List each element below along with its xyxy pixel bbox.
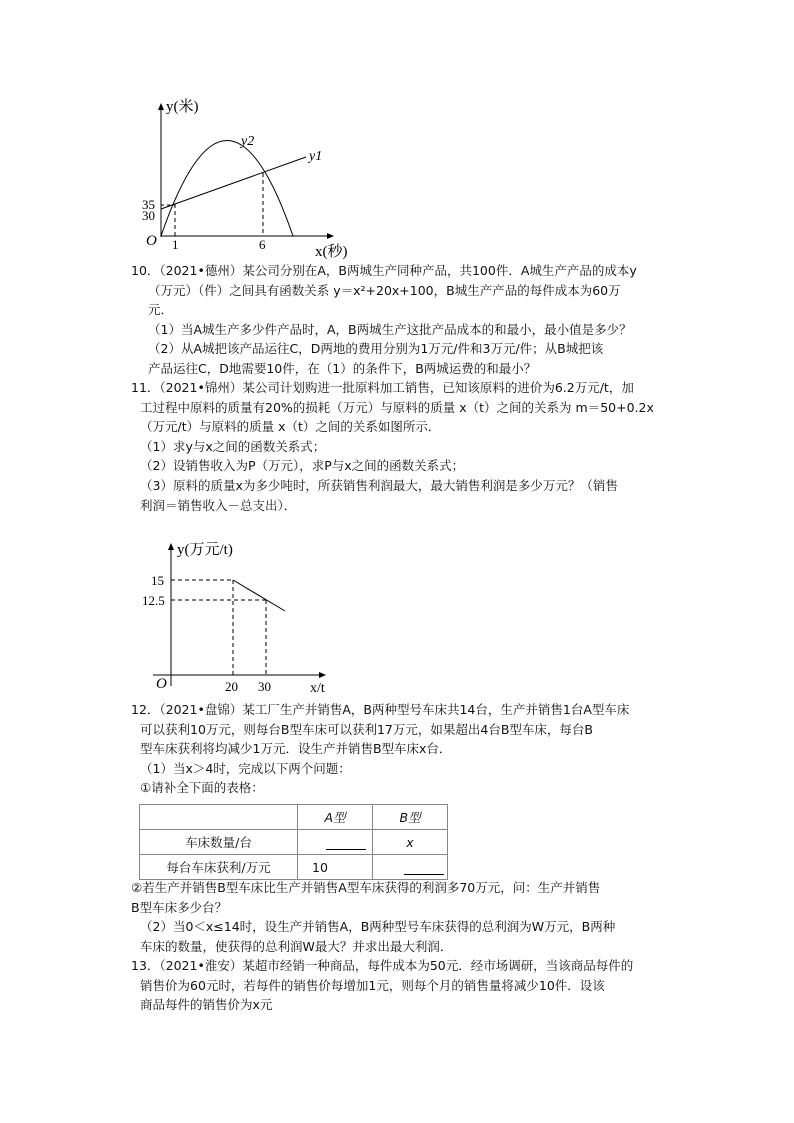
q10-line: 产品运往C，D地需要10件，在（1）的条件下，B两城运费的和最小？: [148, 360, 537, 376]
q11-line: （2）设销售收入为P（万元），求P与x之间的函数关系式；: [140, 458, 465, 474]
fill-in-table: [139, 804, 448, 880]
table-row: [140, 855, 448, 880]
y-axis-label: y(万元/t): [177, 542, 233, 558]
y-tick-125: 12.5: [142, 593, 165, 608]
question-12: [131, 700, 691, 798]
question-11: [131, 378, 691, 515]
x-tick-30: 30: [258, 679, 271, 694]
q13-line: 商品每件的销售价为x元: [140, 997, 273, 1013]
table-cell-blank[interactable]: [373, 855, 448, 880]
q11-line: （3）原料的质量x为多少吨时，所获销售利润最大，最大销售利润是多少万元？（销售: [140, 477, 618, 493]
y-tick-30: 30: [142, 208, 155, 223]
question-13: [131, 956, 691, 1015]
curve-y2: [161, 141, 293, 237]
table-cell: x: [373, 830, 448, 855]
x-axis-label: x/t: [310, 681, 325, 696]
y-tick-15: 15: [151, 573, 164, 588]
table-cell: 每台车床获利/万元: [140, 855, 298, 880]
table-cell-blank[interactable]: [298, 830, 373, 855]
y-tick-35: 35: [142, 197, 155, 212]
q11-line: 工过程中原料的质量有20%的损耗（万元）与原料的质量 x（t）之间的关系为 m＝50+0.2x: [140, 399, 654, 415]
x-axis-label: x(秒): [315, 244, 348, 260]
answer-blank[interactable]: [404, 862, 444, 875]
q12-line: 12．（2021•盘锦）某工厂生产并销售A，B两种型号车床共14台，生产并销售1台A型车床: [131, 702, 630, 717]
q10-line: 元．: [148, 302, 174, 318]
answer-blank[interactable]: [326, 837, 366, 850]
q11-line: （1）求y与x之间的函数关系式；: [140, 438, 326, 454]
q10-line: （万元）（件）之间具有函数关系 y＝x²+20x+100，B城生产产品的每件成本为60万: [148, 282, 621, 298]
q11-line: 利润＝销售收入－总支出）．: [140, 497, 297, 513]
table-header-cell: A型: [298, 805, 373, 830]
q12-line: 车床的数量，使获得的总利润W最大？并求出最大利润．: [140, 938, 453, 954]
q13-line: 销售价为60元时，若每件的销售价每增加1元，则每个月的销售量将减少10件．设该: [140, 977, 605, 993]
line-segment: [233, 580, 285, 611]
figure-distance-time-graph: [0, 0, 794, 270]
curve-label-y1: y1: [309, 149, 323, 164]
x-tick-6: 6: [259, 237, 266, 252]
q12-line: ①请补全下面的表格：: [140, 780, 264, 796]
q10-line: （1）当A城生产多少件产品时，A，B两城生产这批产品成本的和最小，最小值是多少？: [148, 321, 632, 337]
table-cell: 车床数量/台: [140, 830, 298, 855]
question-12-continued: [131, 878, 691, 956]
table-cell: 10: [298, 855, 373, 880]
origin-label: O: [146, 233, 157, 249]
q12-line: ②若生产并销售B型车床比生产并销售A型车床获得的利润多70万元，问：生产并销售: [131, 880, 601, 895]
table-header-cell: B型: [373, 805, 448, 830]
question-10: [131, 261, 691, 379]
q11-line: （万元/t）与原料的质量 x（t）之间的关系如图所示．: [140, 419, 441, 435]
y-axis-label: y(米): [166, 99, 199, 115]
q12-line: B型车床多少台？: [131, 899, 228, 915]
q11-line: 11．（2021•锦州）某公司计划购进一批原料加工销售，已知该原料的进价为6.2万元/t，加: [131, 380, 634, 395]
table-header-cell: [140, 805, 298, 830]
q10-line: （2）从A城把该产品运往C，D两地的费用分别为1万元/件和3万元/件；从B城把该: [148, 341, 604, 357]
table-header-row: [140, 805, 448, 830]
x-tick-20: 20: [225, 679, 238, 694]
table-row: [140, 830, 448, 855]
figure-price-quantity-graph: [0, 520, 794, 700]
x-tick-1: 1: [172, 237, 179, 252]
q12-line: 型车床获利将均减少1万元．设生产并销售B型车床x台．: [140, 741, 452, 757]
q12-line: （2）当0＜x≤14时，设生产并销售A，B两种型号车床获得的总利润为W万元，B两种: [140, 919, 616, 935]
q12-line: （1）当x＞4时，完成以下两个问题：: [140, 760, 351, 776]
q10-line: 10．（2021•德州）某公司分别在A，B两城生产同种产品，共100件．A城生产产品的成本y: [131, 263, 637, 278]
curve-label-y2: y2: [241, 134, 255, 149]
origin-label: O: [156, 676, 167, 692]
q12-line: 可以获利10万元，则每台B型车床可以获利17万元，如果超出4台B型车床，每台B: [140, 721, 593, 737]
q13-line: 13．（2021•淮安）某超市经销一种商品，每件成本为50元．经市场调研，当该商品每件的: [131, 958, 634, 973]
